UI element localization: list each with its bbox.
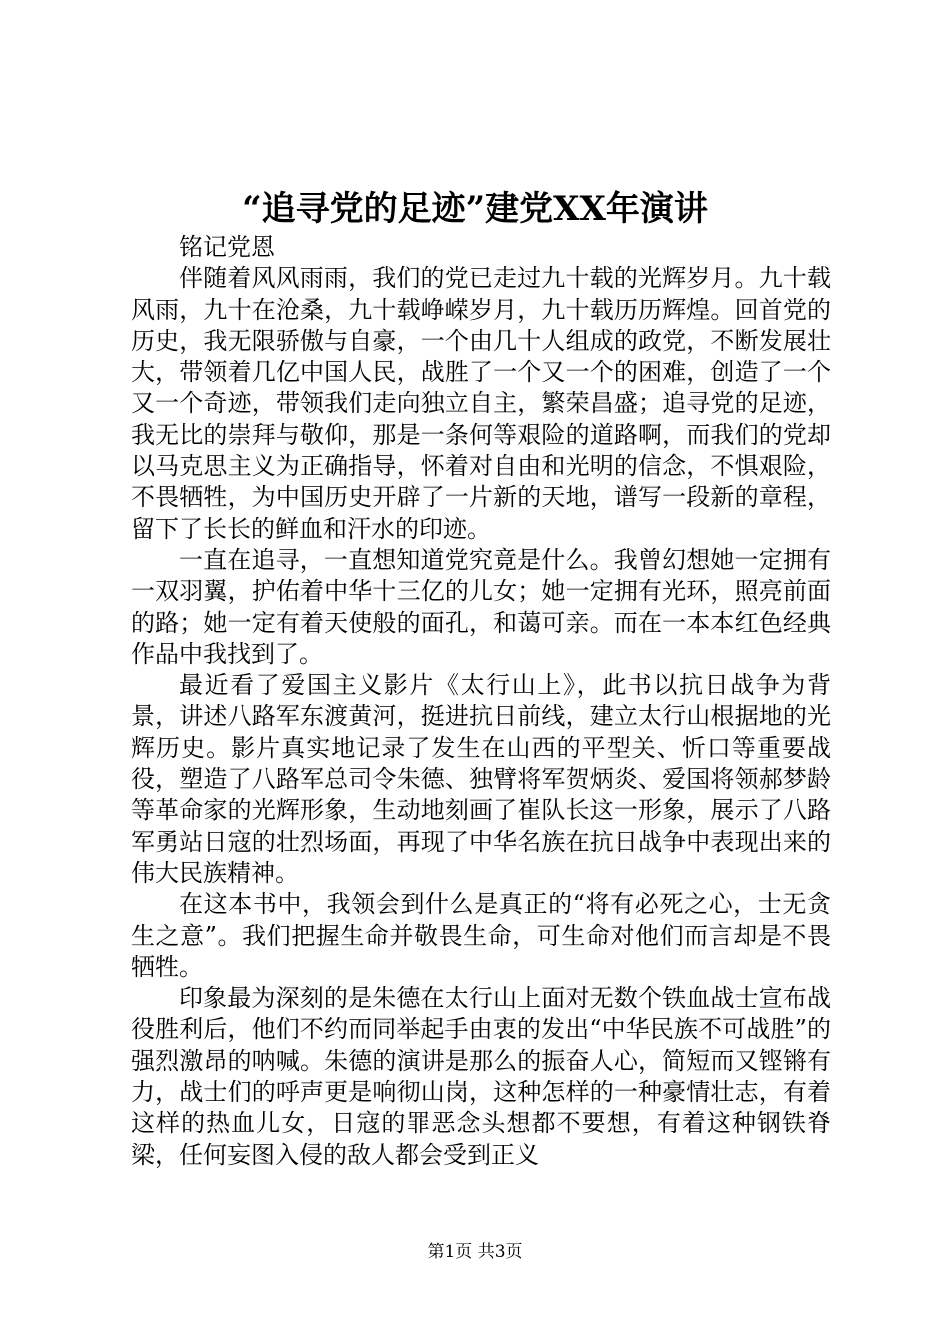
paragraph: 印象最为深刻的是朱德在太行山上面对无数个铁血战士宣布战役胜利后，他们不约而同举起手由衷的发出“中华民族不可战胜”的强烈激昂的呐喊。朱德的演讲是那么的振奋人心，简短而又铿锵有力，战士们的呼声更是响彻山岗，这种怎样的一种豪情壮志，有着这样的热血儿女，日寇的罪恶念头想都不要想，有着这种钢铁脊梁，任何妄图入侵的敌人都会受到正义 — [131, 984, 831, 1169]
paragraph: 在这本书中，我领会到什么是真正的“将有必死之心，士无贪生之意”。我们把握生命并敬畏生命，可生命对他们而言却是不畏牺牲。 — [131, 890, 831, 981]
paragraph: 伴随着风风雨雨，我们的党已走过九十载的光辉岁月。九十载风雨，九十在沧桑，九十载峥嵘岁月，九十载历历辉煌。回首党的历史，我无限骄傲与自豪，一个由几十人组成的政党，不断发展壮大，带领着几亿中国人民，战胜了一个又一个的困难，创造了一个又一个奇迹，带领我们走向独立自主，繁荣昌盛；追寻党的足迹，我无比的崇拜与敬仰，那是一条何等艰险的道路啊，而我们的党却以马克思主义为正确指导，怀着对自由和光明的信念，不惧艰险，不畏牺牲，为中国历史开辟了一片新的天地，谱写一段新的章程，留下了长长的鲜血和汗水的印迹。 — [131, 264, 831, 543]
paragraph: 最近看了爱国主义影片《太行山上》，此书以抗日战争为背景，讲述八路军东渡黄河，挺进抗日前线，建立太行山根据地的光辉历史。影片真实地记录了发生在山西的平型关、忻口等重要战役，塑造了八路军总司令朱德、独臂将军贺炳炎、爱国将领郝梦龄等革命家的光辉形象，生动地刻画了崔队长这一形象，展示了八路军勇站日寇的壮烈场面，再现了中华名族在抗日战争中表现出来的伟大民族精神。 — [131, 671, 831, 887]
page-footer: 第1页 共3页 — [427, 1242, 523, 1262]
paragraph: 一直在追寻，一直想知道党究竟是什么。我曾幻想她一定拥有一双羽翼，护佑着中华十三亿的儿女；她一定拥有光环，照亮前面的路；她一定有着天使般的面孔，和蔼可亲。而在一本本红色经典作品中我找到了。 — [131, 545, 831, 668]
document-body — [131, 232, 831, 1171]
paragraph-heading: 铭记党恩 — [179, 233, 275, 261]
document-title: “追寻党的足迹”建党XX年演讲 — [242, 189, 708, 229]
